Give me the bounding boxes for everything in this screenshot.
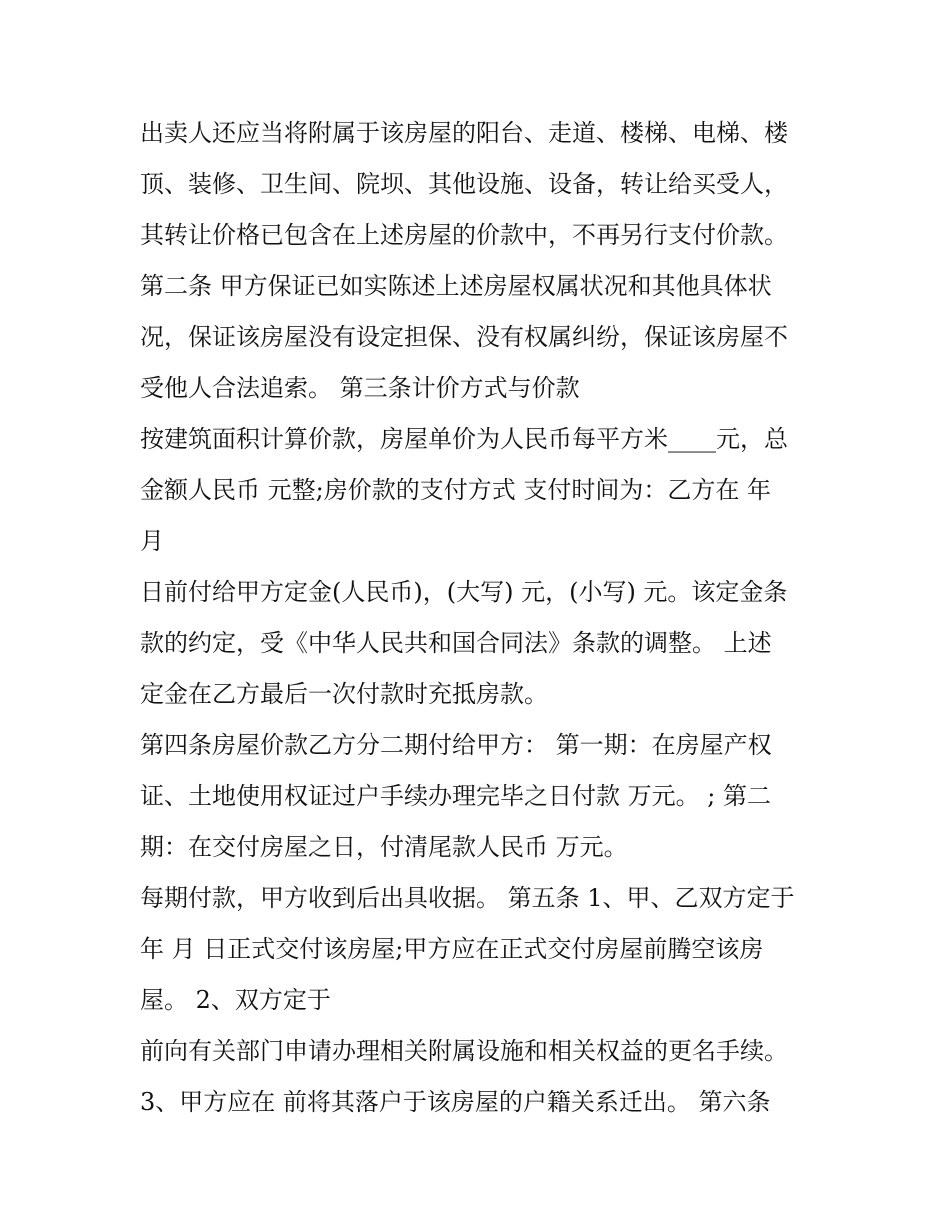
text-line: 按建筑面积计算价款，房屋单价为人民币每平方米____元，总 [140,425,788,453]
text-line: 期：在交付房屋之日，付清尾款人民币 万元。 [140,833,628,861]
text-line: 日前付给甲方定金(人民币)，(大写) 元，(小写) 元。该定金条 [140,578,788,606]
text-line: 金额人民币 元整;房价款的支付方式 支付时间为：乙方在 年 [140,476,771,504]
text-line: 受他人合法追索。 第三条计价方式与价款 [140,374,580,402]
text-line: 出卖人还应当将附属于该房屋的阳台、走道、楼梯、电梯、楼 [140,119,788,147]
text-line: 定金在乙方最后一次付款时充抵房款。 [140,680,548,708]
text-line: 屋。 2、双方定于 [140,986,331,1014]
text-line: 第四条房屋价款乙方分二期付给甲方： 第一期：在房屋产权 [140,731,772,759]
contract-text [140,108,820,1128]
text-line: 月 [140,527,164,555]
text-line: 年 月 日正式交付该房屋;甲方应在正式交付房屋前腾空该房 [140,935,764,963]
text-line: 3、甲方应在 前将其落户于该房屋的户籍关系迁出。 第六条 [140,1088,771,1116]
text-line: 证、土地使用权证过户手续办理完毕之日付款 万元。 ; 第二 [140,782,771,810]
text-line: 其转让价格已包含在上述房屋的价款中，不再另行支付价款。 [140,221,788,249]
text-line: 每期付款，甲方收到后出具收据。 第五条 1、甲、乙双方定于 [140,884,795,912]
text-line: 况，保证该房屋没有设定担保、没有权属纠纷，保证该房屋不 [140,323,788,351]
text-line: 第二条 甲方保证已如实陈述上述房屋权属状况和其他具体状 [140,272,772,300]
text-line: 款的约定，受《中华人民共和国合同法》条款的调整。 上述 [140,629,772,657]
text-line: 前向有关部门申请办理相关附属设施和相关权益的更名手续。 [140,1037,788,1065]
text-line: 顶、装修、卫生间、院坝、其他设施、设备，转让给买受人， [140,170,788,198]
